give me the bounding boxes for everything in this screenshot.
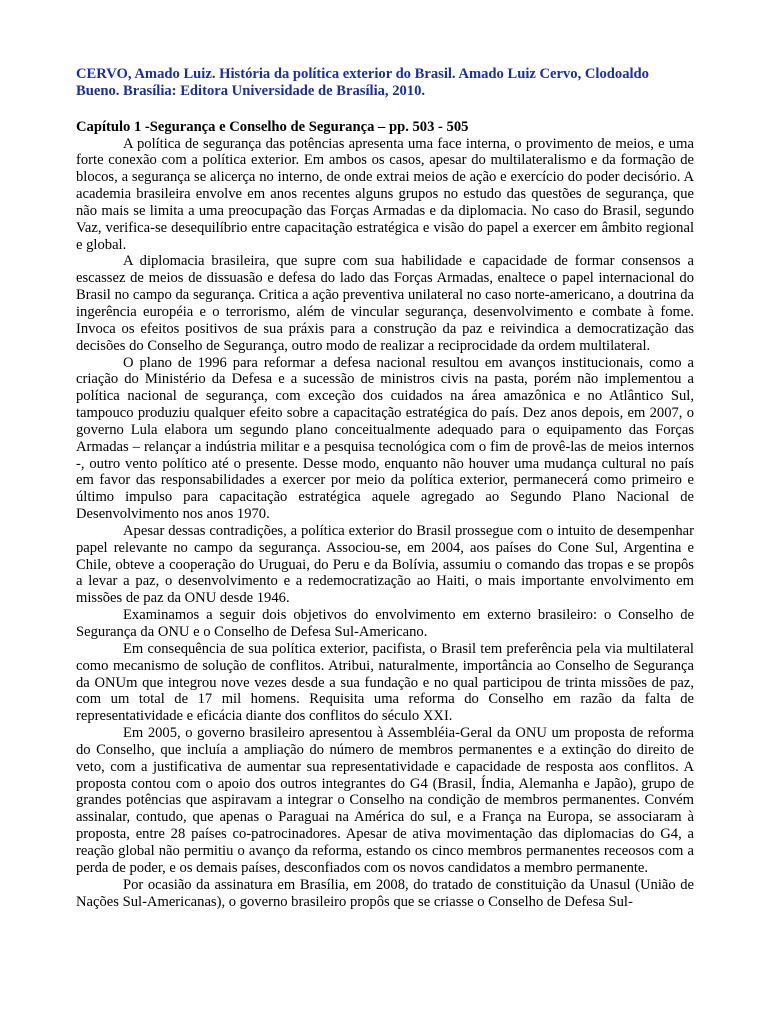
bibliographic-citation: CERVO, Amado Luiz. História da política exterior do Brasil. Amado Luiz Cervo, Clodoaldo Bueno. Brasília: Editora Universidade de Brasília, 2010. xyxy=(76,66,649,99)
chapter-heading: Capítulo 1 -Segurança e Conselho de Segurança – pp. 503 - 505 xyxy=(76,118,469,135)
paragraph-4: Apesar dessas contradições, a política exterior do Brasil prossegue com o intuito de desempenhar papel relevante no campo da segurança. Associou-se, em 2004, aos países do Cone Sul, Argentina e Chile, obteve a cooperação do Uruguai, do Peru e da Bolívia, assumiu o comando das tropas e se propôs a levar a paz, o desenvolvimento e a redemocratização ao Haiti, o mais importante envolvimento em missões de paz da ONU desde 1946. xyxy=(76,522,694,607)
paragraph-8: Por ocasião da assinatura em Brasília, em 2008, do tratado de constituição da Unasul (União de Nações Sul-Americanas), o governo brasileiro propôs que se criasse o Conselho de Defesa Sul- xyxy=(76,876,694,910)
paragraph-6: Em consequência de sua política exterior, pacifista, o Brasil tem preferência pela via multilateral como mecanismo de solução de conflitos. Atribui, naturalmente, importância ao Conselho de Segurança da ONUm que integrou nove vezes desde a sua fundação e no qual participou de trinta missões de paz, com um total de 17 mil homens. Requisita uma reforma do Conselho em razão da falta de representatividade e eficácia diante dos conflitos do século XXI. xyxy=(76,640,694,725)
paragraph-7: Em 2005, o governo brasileiro apresentou à Assembléia-Geral da ONU um proposta de reforma do Conselho, que incluía a ampliação do número de membros permanentes e a extinção do direito de veto, com a justificativa de aumentar sua representatividade e capacidade de resposta aos conflitos. A proposta contou com o apoio dos outros integrantes do G4 (Brasil, Índia, Alemanha e Japão), grupo de grandes potências que aspiravam a integrar o Conselho na condição de membros permanentes. Convém assinalar, contudo, que apenas o Paraguai na América do sul, e a França na Europa, se associaram à proposta, entre 28 países co-patrocinadores. Apesar de ativa movimentação das diplomacias do G4, a reação global não permitiu o avanço da reforma, estando os cinco membros permanentes receosos com a perda de poder, e os demais países, desconfiados com os novos candidatos a membro permanente. xyxy=(76,725,694,876)
paragraph-5: Examinamos a seguir dois objetivos do envolvimento em externo brasileiro: o Conselho de Segurança da ONU e o Conselho de Defesa Sul-Americano. xyxy=(76,607,694,640)
paragraph-2: A diplomacia brasileira, que supre com sua habilidade e capacidade de formar consensos a escassez de meios de dissuasão e defesa do lado das Forças Armadas, enaltece o papel internacional do Brasil no campo da segurança. Critica a ação preventiva unilateral no caso norte-americano, a doutrina da ingerência européia e o terrorismo, além de vincular segurança, desenvolvimento e combate à fome. Invoca os efeitos positivos de sua práxis para a construção da paz e reivindica a democratização das decisões do Conselho de Segurança, outro modo de realizar a reciprocidade da ordem multilateral. xyxy=(76,253,694,354)
paragraph-3: O plano de 1996 para reformar a defesa nacional resultou em avanços institucionais, como a criação do Ministério da Defesa e a sucessão de ministros civis na pasta, porém não implementou a política nacional de segurança, com exceção dos cuidados na área amazônica e no Atlântico Sul, tampouco produziu qualquer efeito sobre a capacitação estratégica do país. Dez anos depois, em 2007, o governo Lula elabora um segundo plano conceitualmente adequado para o equipamento das Forças Armadas – relançar a indústria militar e a pesquisa tecnológica com o fim de provê-las de meios internos -, outro vento político até o presente. Desse modo, enquanto não houver uma mudança cultural no país em favor das responsabilidades a exercer por meio da política exterior, permanecerá como primeiro e último impulso para capacitação estratégica aquele agregado ao Segundo Plano Nacional de Desenvolvimento nos anos 1970. xyxy=(76,354,694,523)
document-page xyxy=(76,66,694,910)
paragraph-1: A política de segurança das potências apresenta uma face interna, o provimento de meios, e uma forte conexão com a política exterior. Em ambos os casos, apesar do multilateralismo e da formação de blocos, a segurança se alicerça no interno, de onde extrai meios de ação e exercício do poder decisório. A academia brasileira envolve em anos recentes alguns grupos no estudo das questões de segurança, que não mais se limita a uma preocupação das Forças Armadas e da diplomacia. No caso do Brasil, segundo Vaz, verifica-se desequilíbrio entre capacitação estratégica e visão do papel a exercer em âmbito regional e global. xyxy=(76,135,694,253)
